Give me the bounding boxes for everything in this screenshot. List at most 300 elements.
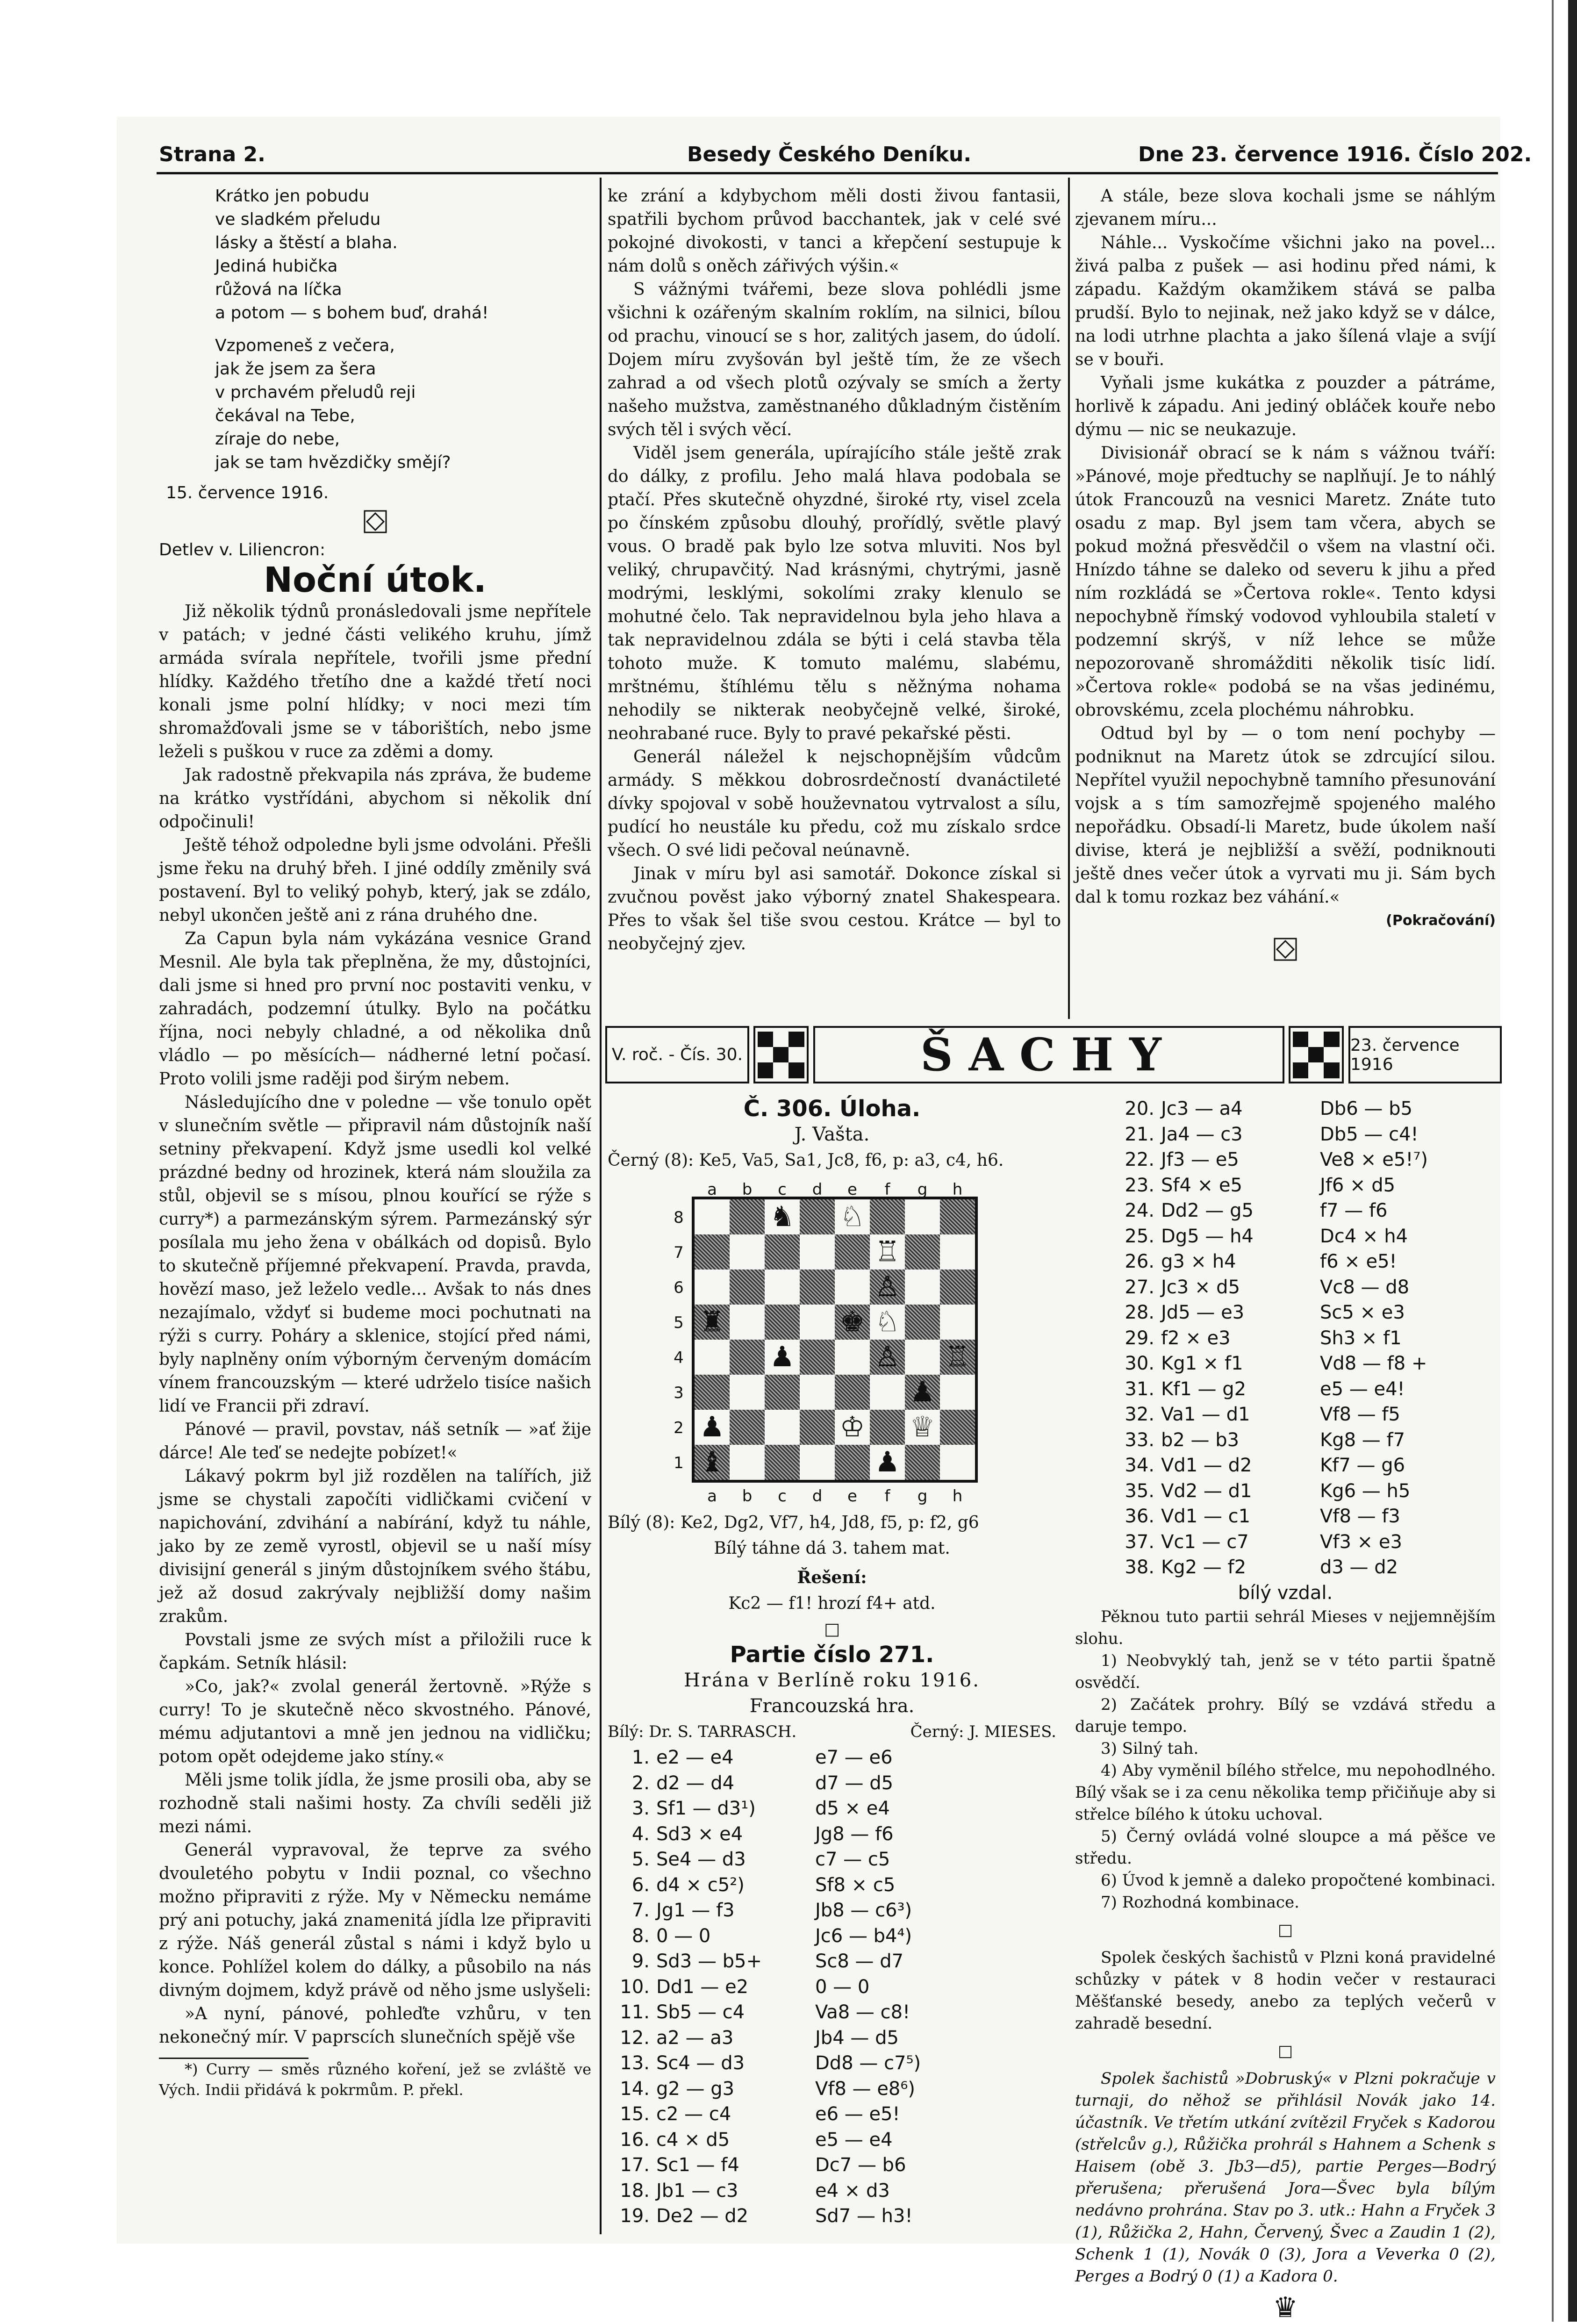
board-square	[765, 1305, 800, 1340]
board-square	[765, 1375, 800, 1410]
board-file-label: h	[952, 1180, 963, 1199]
move-cell: 37.	[1125, 1531, 1154, 1553]
column-2	[608, 185, 1061, 956]
paragraph: »Co, jak?« zvolal generál žertovně. »Rýže s curry! To je skutečně něco skvostného. Pánové, mému adjutantovi a mně jen jednou na vidličku; potom opět odejdeme jako stíny.«	[159, 1677, 591, 1766]
board-square	[835, 1340, 870, 1375]
board-square	[940, 1270, 975, 1305]
move-cell: Sc4 — d3	[656, 2052, 745, 2074]
move-row	[608, 2178, 1056, 2204]
board-file-label: e	[847, 1180, 857, 1199]
black-player: Černý: J. MIESES.	[910, 1722, 1056, 1741]
article-author: Detlev v. Liliencron:	[159, 540, 326, 559]
move-row	[1112, 1198, 1496, 1224]
white-player: Bílý: Dr. S. TARRASCH.	[608, 1722, 797, 1741]
move-cell: 16.	[620, 2129, 650, 2151]
move-cell: 12.	[620, 2027, 650, 2049]
move-cell: Jc3 × d5	[1161, 1276, 1240, 1298]
move-cell: 32.	[1125, 1404, 1154, 1425]
chess-problem	[608, 1096, 1056, 2229]
move-row	[1112, 1377, 1496, 1402]
move-cell: 27.	[1125, 1276, 1154, 1298]
note: 5) Černý ovládá volné sloupce a má pěšce ve středu.	[1075, 1827, 1496, 1868]
move-cell: Vc1 — c7	[1161, 1531, 1249, 1553]
move-cell: Vf3 × e3	[1320, 1531, 1402, 1553]
move-row	[1112, 1453, 1496, 1478]
move-row	[608, 1949, 1056, 1974]
move-row	[1112, 1300, 1496, 1326]
board-square	[905, 1305, 940, 1340]
game-notes	[1075, 1606, 1496, 2324]
chess-piece-icon: ♜	[699, 1305, 725, 1338]
chess-game-cont	[1075, 1096, 1496, 2324]
footnote: *) Curry — směs různého koření, jež se zvláště ve Vých. Indii přidává k pokrmům. P. překl.	[159, 2060, 591, 2099]
board-rank-label: 4	[674, 1348, 684, 1367]
column-separator	[600, 178, 602, 1019]
board-square	[800, 1234, 835, 1270]
chess-piece-icon: ♝	[699, 1446, 725, 1478]
board-square	[940, 1445, 975, 1480]
move-cell: Sb5 — c4	[656, 2001, 745, 2023]
chess-piece-icon: ♞	[769, 1200, 795, 1233]
paragraph: Generál náležel k nejschopnějším vůdcům armády. S měkkou dobrosrdečností dvanáctileté dívky spojoval v sobě houževnatou vytrvalost a sílu, pudící ho neustále ku předu, což mu získalo srdce všech. O své lidi pečoval neúnavně.	[608, 747, 1061, 860]
board-square	[800, 1199, 835, 1234]
board-square	[940, 1199, 975, 1234]
move-cell: d2 — d4	[656, 1772, 735, 1794]
chess-date-label: 23. července 1916	[1348, 1026, 1502, 1083]
move-row	[1112, 1249, 1496, 1275]
board-square	[835, 1375, 870, 1410]
board-square	[905, 1340, 940, 1375]
board-rank-label: 6	[674, 1278, 684, 1297]
game-result: bílý vzdal.	[1238, 1582, 1333, 1604]
move-cell: 2.	[631, 1772, 650, 1794]
move-row	[608, 2102, 1056, 2127]
move-cell: Vd2 — d1	[1161, 1480, 1252, 1502]
paragraph: Ještě téhož odpoledne byli jsme odvoláni. Přešli jsme řeku na druhý břeh. I jiné oddíly změnily svá postavení. Byl to veliký pohyb, který, jak se zdálo, nebyl ukončen ještě ani z rána druhého dne.	[159, 836, 591, 925]
move-row	[1112, 1504, 1496, 1529]
move-cell: Vd1 — d2	[1161, 1455, 1252, 1476]
board-square	[835, 1234, 870, 1270]
move-row	[608, 2000, 1056, 2025]
move-cell: 17.	[620, 2154, 650, 2176]
move-cell: De2 — d2	[656, 2205, 749, 2227]
move-cell: 20.	[1125, 1098, 1154, 1119]
move-cell: Db5 — c4!	[1320, 1123, 1419, 1145]
move-cell: c7 — c5	[815, 1849, 890, 1870]
move-cell: 21.	[1125, 1123, 1154, 1145]
move-cell: Vf8 — e8⁶)	[815, 2078, 916, 2100]
chess-piece-icon: ♟	[699, 1411, 725, 1443]
move-row	[608, 1822, 1056, 1847]
move-row	[1112, 1529, 1496, 1555]
move-cell: Kg6 — h5	[1320, 1480, 1411, 1502]
move-cell: Jg8 — f6	[815, 1823, 894, 1845]
issue-date: Dne 23. července 1916. Číslo 202.	[1138, 143, 1532, 166]
move-cell: Jc3 — a4	[1161, 1098, 1243, 1119]
paragraph: ke zrání a kdybychom měli dosti živou fantasii, spatřili bychom průvod bacchantek, jak v celé své pokojné divokosti, v tanci a křepčení sestupuje k nám dolů s oněch zářivých výšin.«	[608, 186, 1061, 276]
board-square	[940, 1375, 975, 1410]
move-cell: d7 — d5	[815, 1772, 894, 1794]
board-file-label: a	[707, 1487, 717, 1506]
board-square	[905, 1445, 940, 1480]
move-cell: b2 — b3	[1161, 1429, 1240, 1451]
board-square	[695, 1199, 730, 1234]
board-rank-label: 5	[674, 1313, 684, 1332]
notes-intro: Pěknou tuto partii sehrál Mieses v nejjemnějším slohu.	[1075, 1607, 1496, 1648]
move-cell: Sf4 × e5	[1161, 1174, 1242, 1196]
paragraph: Již několik týdnů pronásledovali jsme nepřítele v patách; v jedné části velikého kruhu, jímž armáda svírala nepřítele, tvořili jsme přední hlídky. Každého třetího dne a každé třetí noci konali jsme polní hlídky; v noci mezi tím shromažďovali jsme se v táborištích, nebo jsme leželi s puškou v ruce za zděmi a domy.	[159, 602, 591, 761]
board-file-label: c	[778, 1487, 787, 1506]
scan-border-line	[1552, 0, 1554, 2322]
move-cell: 29.	[1125, 1327, 1154, 1349]
chess-piece-icon: ♖	[945, 1341, 970, 1373]
note: 2) Začátek prohry. Bílý se vzdává středu a daruje tempo.	[1075, 1695, 1496, 1736]
board-square	[835, 1270, 870, 1305]
chess-section-banner	[603, 1021, 1505, 1091]
board-rank-label: 3	[674, 1384, 684, 1402]
move-cell: f7 — f6	[1320, 1200, 1388, 1221]
board-rank-label: 7	[674, 1243, 684, 1262]
board-file-label: b	[742, 1487, 753, 1506]
article-title: Noční útok.	[264, 560, 487, 600]
move-row	[608, 2152, 1056, 2178]
paragraph: Divisionář obrací se k nám s vážnou tváří: »Pánové, moje předtuchy se naplňují. Je to náhlý útok Francouzů na vesnici Maretz. Znáte tuto osadu z map. Byl jsem tam včera, abych se pokud možná přesvědčil o všem na vlastní oči. Hnízdo táhne se daleko od severu k jihu a před ním rozkládá se »Čertova rokle«. Tento kdysi nepochybně římský vodovod vyhloubila staletí v podzemní skrýš, v níž lehce se může nepozorovaně shromážditi několik tisíc lidí. »Čertova rokle« podobá se na všas jedinému, obrovskému, zcela plochému náhrobku.	[1075, 444, 1496, 720]
note: 6) Úvod k jemně a daleko propočtené kombinaci.	[1101, 1871, 1496, 1890]
move-cell: Sd3 — b5+	[656, 1951, 762, 1972]
move-cell: Jb1 — c3	[656, 2180, 738, 2202]
board-square	[730, 1410, 765, 1445]
move-cell: Kg8 — f7	[1320, 1429, 1405, 1451]
move-cell: e5 — e4	[815, 2129, 893, 2151]
move-cell: Jf3 — e5	[1161, 1149, 1239, 1170]
chess-piece-icon: ♔	[839, 1411, 865, 1443]
move-cell: Vf8 — f3	[1320, 1506, 1400, 1527]
column-separator	[600, 1019, 602, 2234]
paragraph: Měli jsme tolik jídla, že jsme prosili oba, aby se rozhodně stali našimi hosty. Za chvíli seděli již mezi námi.	[159, 1771, 591, 1836]
move-cell: Va1 — d1	[1161, 1404, 1250, 1425]
board-file-label: d	[812, 1487, 823, 1506]
move-cell: 28.	[1125, 1302, 1154, 1323]
paragraph: Lákavý pokrm byl již rozdělen na talířích, již jsme se chystali započíti vidličkami cvičení v napichování, zdvihání a nabírání, když tu náhle, jako by ze země vyrostl, objevil se u naší mísy divisijní generál s jiným důstojníkem svého štábu, jež až dosud zakrývaly nejbližší domy našim zrakům.	[159, 1467, 591, 1626]
move-row	[608, 1847, 1056, 1872]
move-cell: Jg1 — f3	[656, 1900, 735, 1921]
board-file-label: c	[778, 1180, 787, 1199]
move-cell: 19.	[620, 2205, 650, 2227]
move-cell: 33.	[1125, 1429, 1154, 1451]
board-square	[730, 1305, 765, 1340]
board-file-label: f	[884, 1487, 890, 1506]
checker-icon	[753, 1026, 809, 1083]
move-cell: e7 — e6	[815, 1747, 893, 1768]
board-file-label: h	[952, 1487, 963, 1506]
move-cell: 9.	[631, 1951, 650, 1972]
move-cell: 18.	[620, 2180, 650, 2202]
chess-board	[692, 1197, 978, 1483]
move-row	[1112, 1555, 1496, 1580]
note: 7) Rozhodná kombinace.	[1101, 1893, 1299, 1912]
move-row	[608, 2127, 1056, 2153]
move-row	[608, 1771, 1056, 1796]
solution-text: Kc2 — f1! hrozí f4+ atd.	[728, 1594, 936, 1613]
move-cell: 11.	[620, 2001, 650, 2023]
move-cell: Sf8 × c5	[815, 1874, 896, 1896]
move-cell: 22.	[1125, 1149, 1154, 1170]
board-square	[800, 1445, 835, 1480]
move-cell: Sd7 — h3!	[815, 2205, 913, 2227]
separator-mark: □	[1277, 2041, 1293, 2060]
chess-piece-icon: ♙	[875, 1341, 900, 1373]
move-cell: e4 × d3	[815, 2180, 890, 2202]
board-square	[870, 1199, 905, 1234]
move-cell: Kf1 — g2	[1161, 1378, 1247, 1400]
move-cell: Vd1 — c1	[1161, 1506, 1251, 1527]
move-cell: 5.	[631, 1849, 650, 1870]
move-cell: Db6 — b5	[1320, 1098, 1412, 1119]
chess-piece-icon: ♘	[839, 1200, 865, 1233]
move-cell: 38.	[1125, 1557, 1154, 1578]
move-cell: Jd5 — e3	[1161, 1302, 1245, 1323]
move-cell: 31.	[1125, 1378, 1154, 1400]
separator-mark: □	[824, 1620, 840, 1639]
paragraph: Povstali jsme ze svých míst a přiložili ruce k čapkám. Setník hlásil:	[159, 1630, 591, 1673]
move-cell: Ve8 × e5!⁷)	[1320, 1149, 1428, 1170]
board-square	[800, 1410, 835, 1445]
board-square	[765, 1445, 800, 1480]
move-cell: Jf6 × d5	[1320, 1174, 1396, 1196]
move-cell: 6.	[631, 1874, 650, 1896]
moves-list	[1112, 1096, 1496, 1580]
note: 4) Aby vyměnil bílého střelce, mu nepohodlného. Bílý však se i za cenu několika temp přičiňuje aby si střelce bílého k útoku uchoval.	[1075, 1761, 1496, 1824]
move-cell: f2 × e3	[1161, 1327, 1231, 1349]
board-square	[800, 1340, 835, 1375]
chess-piece-icon: ♖	[875, 1235, 900, 1268]
club-news: Spolek českých šachistů v Plzni koná pravidelné schůzky v pátek v 8 hodin večer v restauraci Měšťanské besedy, anebo za teplých večerů v zahradě besední.	[1075, 1948, 1496, 2033]
move-cell: g3 × h4	[1161, 1251, 1236, 1272]
move-cell: Vd8 — f8 +	[1320, 1353, 1427, 1374]
move-row	[608, 1974, 1056, 2000]
move-cell: Kg2 — f2	[1161, 1557, 1247, 1578]
column-3	[1075, 185, 1496, 966]
board-square	[905, 1270, 940, 1305]
move-row	[608, 2076, 1056, 2102]
board-square	[730, 1234, 765, 1270]
move-row	[608, 1872, 1056, 1898]
board-square	[905, 1234, 940, 1270]
ornament-icon	[363, 509, 387, 534]
board-square	[765, 1410, 800, 1445]
move-cell: Jb8 — c6³)	[815, 1900, 912, 1921]
game-opening: Francouzská hra.	[749, 1695, 915, 1717]
newspaper-title: Besedy Českého Deníku.	[687, 143, 972, 166]
board-square	[695, 1270, 730, 1305]
chess-piece-icon: ♚	[839, 1305, 865, 1338]
move-cell: Sc8 — d7	[815, 1951, 904, 1972]
chess-title-text: ŠACHY	[920, 1028, 1177, 1081]
move-cell: 0 — 0	[815, 1976, 870, 1998]
move-cell: 7.	[631, 1900, 650, 1921]
move-cell: Dg5 — h4	[1161, 1225, 1254, 1247]
volume-label: V. roč. - Čís. 30.	[605, 1026, 749, 1083]
move-cell: 23.	[1125, 1174, 1154, 1196]
board-square	[730, 1375, 765, 1410]
crown-icon: ♛	[1273, 2291, 1298, 2324]
move-cell: Kg1 × f1	[1161, 1353, 1243, 1374]
move-cell: Se4 — d3	[656, 1849, 746, 1870]
page-number: Strana 2.	[159, 143, 265, 166]
paragraph: Pánové — pravil, povstav, náš setník — »ať žije dárce! Ale teď se nedejte pobízet!«	[159, 1420, 591, 1463]
paragraph: Následujícího dne v poledne — vše tonulo opět v slunečním světle — připravil nám důstojník naší setniny překvapení. Když jsme usedli kol velké prázdné bedny od hrozinek, která nám sloužila za stůl, objevil se s mísou, plnou kouřící se rýže s curry*) a parmezánským sýrem. Parmezánský sýr posílala mu jeho žena v obálkách od dopisů. Bylo to skutečně příjemné překvapení. Pravda, pravda, hovězí maso, jež leželo vedle... Avšak to nás dnes nezajímalo, vždyť si budeme moci pochutnati na rýži s curry. Poháry a sklenice, stojící před námi, byly naplněny oním výborným červeným domácím vínem francouzským — které udrželo tisíce našich lidí ve Francii při zdraví.	[159, 1093, 591, 1416]
move-row	[1112, 1147, 1496, 1173]
move-cell: 0 — 0	[656, 1925, 711, 1947]
move-cell: e6 — e5!	[815, 2103, 900, 2125]
problem-author: J. Vašta.	[794, 1124, 870, 1145]
paragraph: Vyňali jsme kukátka z pouzder a pátráme, horlivě k západu. Ani jediný obláček kouře nebo dýmu — nic se neukazuje.	[1075, 373, 1496, 439]
move-cell: 26.	[1125, 1251, 1154, 1272]
move-row	[1112, 1275, 1496, 1300]
board-square	[695, 1340, 730, 1375]
chess-piece-icon: ♙	[875, 1270, 900, 1303]
black-position: Černý (8): Ke5, Va5, Sa1, Jc8, f6, p: a3, c4, h6.	[608, 1151, 1004, 1170]
move-row	[608, 1796, 1056, 1822]
board-rank-label: 1	[674, 1454, 684, 1472]
board-square	[765, 1234, 800, 1270]
paragraph: »A nyní, pánové, pohleďte vzhůru, v ten nekonečný mír. V paprscích slunečních spějě vše	[159, 2004, 591, 2047]
move-cell: 30.	[1125, 1353, 1154, 1374]
move-cell: Vf8 — f5	[1320, 1404, 1400, 1425]
move-row	[1112, 1173, 1496, 1198]
chess-diagram	[664, 1173, 1000, 1510]
move-cell: d4 × c5²)	[656, 1874, 745, 1896]
move-row	[1112, 1402, 1496, 1427]
move-row	[1112, 1122, 1496, 1148]
move-cell: Jb4 — d5	[815, 2027, 899, 2049]
board-square	[765, 1270, 800, 1305]
move-row	[1112, 1224, 1496, 1249]
paragraph: Náhle... Vyskočíme všichni jako na povel... živá palba z pušek — asi hodinu před námi, k západu. Každým okamžikem stává se palba prudší. Bylo to nejinak, než jako když se v dálce, na lodi utrhne plachta a jako šílená vlaje a svíjí se v bouři.	[1075, 233, 1496, 369]
move-cell: Vc8 — d8	[1320, 1276, 1410, 1298]
move-cell: d5 × e4	[815, 1798, 890, 1819]
move-cell: 4.	[631, 1823, 650, 1845]
scan-border	[1568, 0, 1577, 2322]
continued-note: (Pokračování)	[1386, 912, 1496, 929]
move-row	[1112, 1326, 1496, 1351]
move-cell: c4 × d5	[656, 2129, 730, 2151]
board-square	[730, 1340, 765, 1375]
move-row	[1112, 1096, 1496, 1122]
move-cell: 24.	[1125, 1200, 1154, 1221]
moves-list	[608, 1745, 1056, 2229]
paragraph: Za Capun byla nám vykázána vesnice Grand Mesnil. Ale byla tak přeplněna, že my, důstojníci, dali jsme si hned pro první noc postaviti venku, v zahradách, podzemní útulky. Bylo na počátku října, noci nebyly chladné, a od několika dnů vládlo — po měsících— nádherné letní počasí. Proto volili jsme raději pod širým nebem.	[159, 929, 591, 1089]
poem-date: 15. července 1916.	[166, 483, 329, 502]
move-cell: 3.	[631, 1798, 650, 1819]
board-square	[730, 1445, 765, 1480]
problem-task: Bílý táhne dá 3. tahem mat.	[714, 1539, 950, 1558]
move-cell: 8.	[631, 1925, 650, 1947]
board-square	[940, 1234, 975, 1270]
move-row	[608, 1745, 1056, 1771]
board-square	[905, 1199, 940, 1234]
game-place: Hrána v Berlíně roku 1916.	[684, 1670, 980, 1691]
poem-stanza-1: Krátko jen pobudu ve sladkém přeludu lásky a štěstí a blaha. Jediná hubička růžová na líčka a potom — s bohem buď, drahá!	[215, 186, 489, 323]
solution-label: Řešení:	[797, 1568, 867, 1587]
tournament-news: Spolek šachistů »Dobruský« v Plzni pokračuje v turnaji, do něhož se přihlásil Novák jako 14. účastník. Ve třetím utkání zvítězil Fryček s Kadorou (střelcův g.), Růžička prohrál s Hahnem a Schenk s Haisem (obě 3. Jb3—d5), partie Perges—Bodrý přerušena; přerušená Jora—Švec byla bílým nedávno prohrána. Stav po 3. utk.: Hahn a Fryček 3 (1), Růžička 2, Hahn, Červený, Švec a Zaudin 1 (2), Schenk 1 (1), Novák 0 (3), Jora a Veverka 0 (2), Perges a Bodrý 0 (1) a Kadora 0.	[1075, 2069, 1496, 2286]
chess-piece-icon: ♟	[910, 1376, 935, 1408]
paragraph: Odtud byl by — o tom není pochyby — podniknut na Maretz útok se zdrcující silou. Nepřítel využil nepochybně tamního přesunování vojsk a s tím samozřejmě spojeného malého nepořádku. Obsadí-li Maretz, bude úkolem naší divise, která je nejbližší a svěží, podniknouti ještě dnes večer útok a vyrvati mu ji. Sám bych dal k tomu rozkaz bez váhání.«	[1075, 724, 1496, 907]
board-rank-label: 2	[674, 1419, 684, 1437]
move-cell: Va8 — c8!	[815, 2001, 910, 2023]
move-cell: 35.	[1125, 1480, 1154, 1502]
board-square	[730, 1199, 765, 1234]
board-square	[800, 1375, 835, 1410]
move-cell: Dc7 — b6	[815, 2154, 906, 2176]
board-file-label: a	[707, 1180, 717, 1199]
move-cell: a2 — a3	[656, 2027, 734, 2049]
board-square	[835, 1445, 870, 1480]
board-rank-label: 8	[674, 1208, 684, 1227]
move-cell: Sh3 × f1	[1320, 1327, 1402, 1349]
move-row	[608, 2025, 1056, 2051]
chess-piece-icon: ♕	[910, 1411, 935, 1443]
board-file-label: b	[742, 1180, 753, 1199]
move-cell: 34.	[1125, 1455, 1154, 1476]
move-cell: Ja4 — c3	[1161, 1123, 1243, 1145]
move-row	[1112, 1478, 1496, 1504]
poem-stanza-2: Vzpomeneš z večera, jak že jsem za šera v prchavém přeludů reji čekával na Tebe, zíraje do nebe, jak se tam hvězdičky smějí?	[215, 336, 451, 472]
move-cell: Kf7 — g6	[1320, 1455, 1405, 1476]
chess-piece-icon: ♟	[875, 1446, 900, 1478]
move-row	[1112, 1427, 1496, 1453]
paragraph: S vážnými tvářemi, beze slova pohlédli jsme všichni k ozářeným skalním roklím, na silnici, bílou od prachu, vinoucí se s hor, zalitých jasem, do údolí. Dojem míru zvyšován byl ještě tím, že ze všech zahrad a od všech plotů ozývaly se smích a žerty našeho mužstva, zaměstnaného důkladným čistěním svých těl i svých věcí.	[608, 280, 1061, 439]
move-cell: c2 — c4	[656, 2103, 731, 2125]
move-cell: Dd8 — c7⁵)	[815, 2052, 921, 2074]
move-cell: 36.	[1125, 1506, 1154, 1527]
separator-mark: □	[1277, 1920, 1293, 1939]
paragraph: Jinak v míru byl asi samotář. Dokonce získal si zvučnou pověst jako výborný znatel Shakespeara. Přes to však šel tiše svou cestou. Krátce — byl to neobyčejný zjev.	[608, 864, 1061, 954]
note: 1) Neobvyklý tah, jenž se v této partii špatně osvědčí.	[1075, 1651, 1496, 1692]
move-row	[608, 2203, 1056, 2229]
board-file-label: f	[884, 1180, 890, 1199]
move-cell: Jc6 — b4⁴)	[815, 1925, 912, 1947]
chess-section-title	[813, 1026, 1284, 1083]
chess-piece-icon: ♘	[875, 1305, 900, 1338]
board-square	[695, 1375, 730, 1410]
board-square	[800, 1270, 835, 1305]
move-row	[1112, 1351, 1496, 1377]
move-row	[608, 1898, 1056, 1923]
board-square	[940, 1305, 975, 1340]
move-cell: Sc5 × e3	[1320, 1302, 1405, 1323]
problem-heading: Č. 306. Úloha.	[743, 1096, 921, 1122]
move-cell: e2 — e4	[656, 1747, 734, 1768]
board-file-label: g	[917, 1487, 928, 1506]
move-cell: e5 — e4!	[1320, 1378, 1405, 1400]
move-cell: Dd2 — g5	[1161, 1200, 1254, 1221]
white-position: Bílý (8): Ke2, Dg2, Vf7, h4, Jd8, f5, p: f2, g6	[608, 1513, 979, 1532]
move-cell: 1.	[631, 1747, 650, 1768]
move-cell: 13.	[620, 2052, 650, 2074]
board-square	[940, 1410, 975, 1445]
note: 3) Silný tah.	[1101, 1739, 1199, 1758]
chess-piece-icon: ♟	[769, 1341, 795, 1373]
move-cell: g2 — g3	[656, 2078, 735, 2100]
move-cell: Sc1 — f4	[656, 2154, 739, 2176]
checker-icon	[1289, 1026, 1344, 1083]
board-file-label: g	[917, 1180, 928, 1199]
paragraph: Jak radostně překvapila nás zpráva, že budeme na krátko vystřídáni, abychom si několik dní odpočinuli!	[159, 766, 591, 832]
board-square	[695, 1234, 730, 1270]
board-file-label: d	[812, 1180, 823, 1199]
move-cell: Dd1 — e2	[656, 1976, 749, 1998]
